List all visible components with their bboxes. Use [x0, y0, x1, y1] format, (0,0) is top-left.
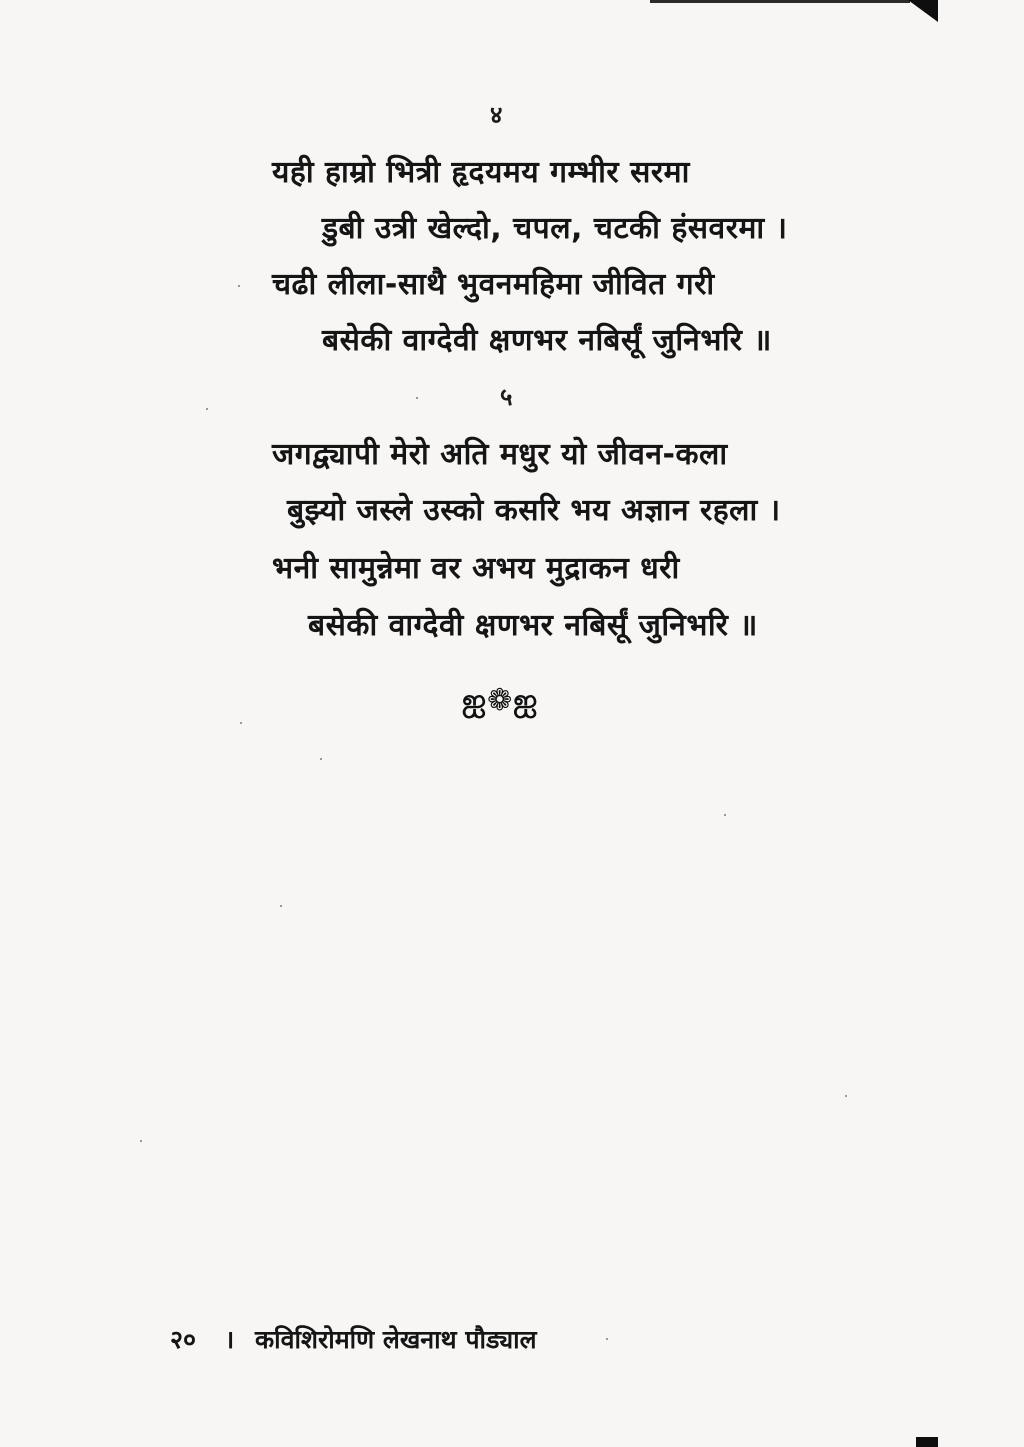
- verse-line: डुबी उत्री खेल्दो, चपल, चटकी हंसवरमा ।: [322, 211, 788, 246]
- verse-line: बसेकी वाग्देवी क्षणभर नबिर्सूं जुनिभरि ॥: [322, 323, 772, 358]
- footer-separator: ।: [224, 1325, 235, 1354]
- stanza-number: ४: [490, 101, 503, 129]
- verse-line: बुझ्यो जस्ले उस्को कसरि भय अज्ञान रहला ।: [287, 493, 781, 528]
- verse-line: यही हाम्रो भित्री हृदयमय गम्भीर सरमा: [272, 155, 690, 190]
- scan-corner-bottom-right: [916, 1437, 938, 1447]
- scan-speck: [724, 814, 726, 816]
- scan-corner-top-right: [908, 0, 938, 22]
- page-number: २०: [170, 1325, 197, 1354]
- scan-speck: [140, 1140, 142, 1142]
- verse-line: बसेकी वाग्देवी क्षणभर नबिर्सूं जुनिभरि ॥: [308, 608, 758, 643]
- scan-speck: [280, 905, 282, 907]
- scan-speck: [320, 758, 322, 760]
- scan-speck: [606, 1338, 608, 1340]
- book-title: कविशिरोमणि लेखनाथ पौड्याल: [254, 1325, 537, 1354]
- verse-line: चढी लीला-साथै भुवनमहिमा जीवित गरी: [272, 267, 715, 302]
- page-footer: [170, 1322, 537, 1356]
- scan-speck: [206, 408, 208, 410]
- verse-line: भनी सामुन्नेमा वर अभय मुद्राकन धरी: [272, 551, 680, 586]
- scan-speck: [240, 722, 242, 724]
- verse-line: जगद्व्यापी मेरो अति मधुर यो जीवन-कला: [272, 437, 728, 472]
- scan-speck: [416, 397, 418, 399]
- scan-edge-top: [650, 0, 910, 3]
- scan-speck: [845, 1095, 847, 1097]
- stanza-number: ५: [500, 383, 513, 411]
- section-end-ornament: ஐ❁ஐ: [462, 683, 539, 718]
- scan-speck: [238, 285, 240, 287]
